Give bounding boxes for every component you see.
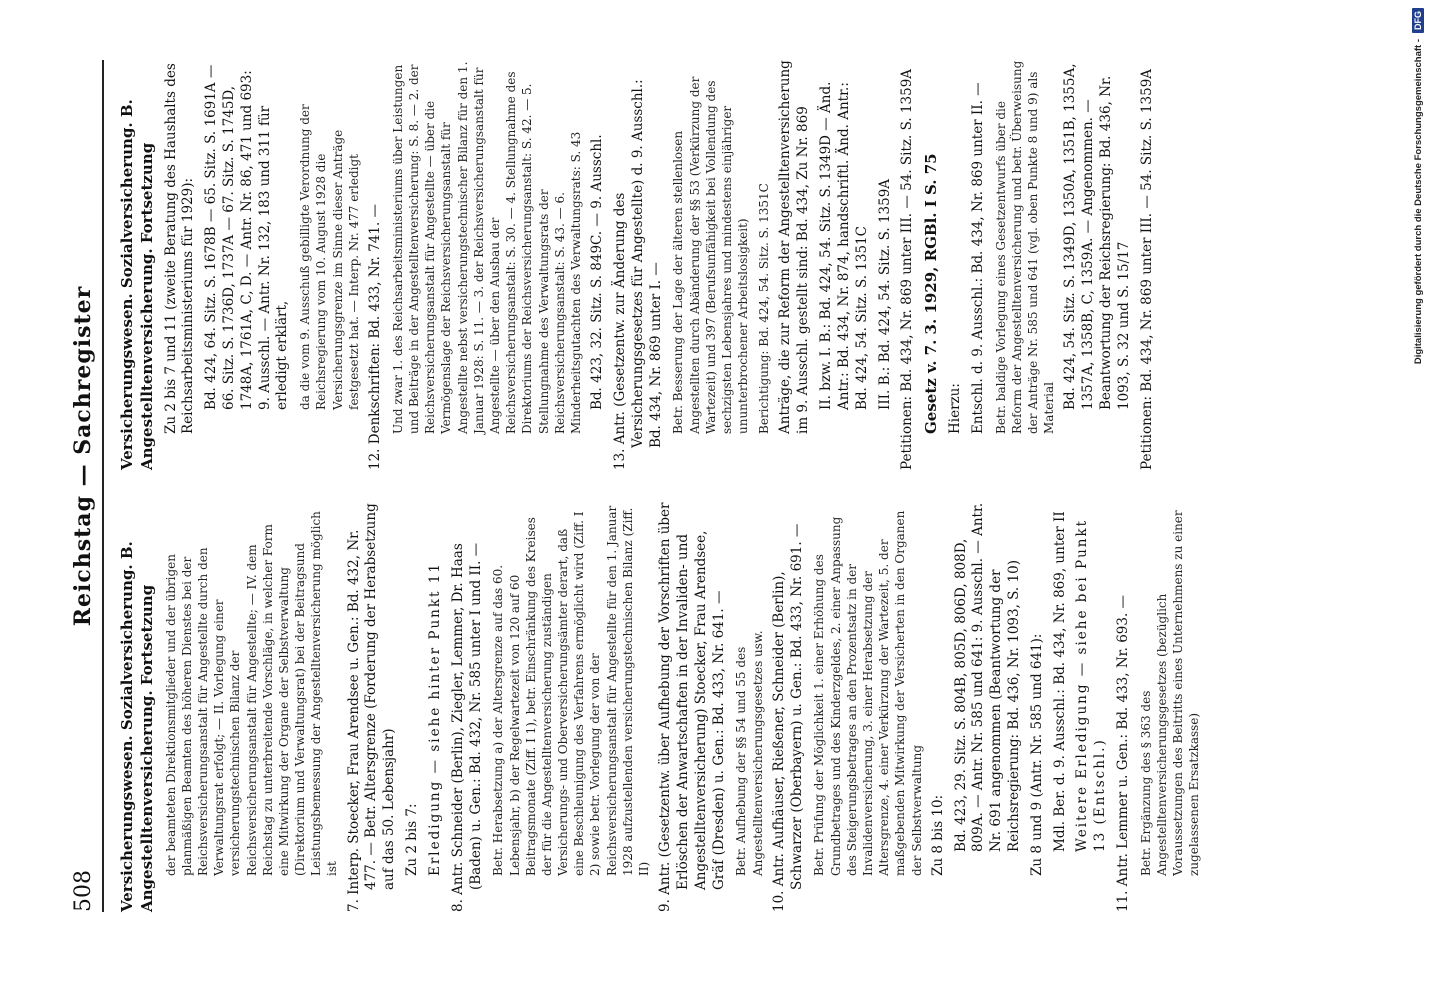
digitization-stamp-area [1404, 0, 1432, 1000]
page-header [70, 60, 104, 912]
item-12-text: Und zwar 1. des Reichsarbeitsministeriums über Leistungen und Beiträge in der Angestelltenversicherung: S. 8. — 2. der Reichsversicherungsanstalt für Angestellte — über die Vermögenslage der Reichsversicherungsanstalt für Angestellte nebst versicherungstechnischer Bilanz für den 1. Januar 1928: S. 11. — 3. der Reichsversicherungsanstalt für Angestellte — über den Ausbau der Reichsversicherungsanstalt: S. 30. — 4. Stellungnahme des Direktoriums der Reichsversicherungsanstalt: S. 42. — 5. Stellungnahme des Verwaltungsrats der Reichsversicherungsanstalt: S. 43. — 6. Minderheitsgutachten des Verwaltungsrats: S. 43 [390, 61, 583, 434]
item-10-subheading-2: Zu 8 und 9 (Antr. Nr. 585 und 641): [1028, 633, 1045, 876]
law-reference: Gesetz v. 7. 3. 1929, RGBl. I S. 75 [922, 153, 941, 434]
left-intro-text: der beamteten Direktionsmitglieder und der übrigen planmäßigen Beamten des höheren Dienstes bei der Reichsversicherungsanstalt für Angestellte durch den Verwaltungsrat erfolgt; — II. Vorlegung einer versicherungstechnischen Bilanz der Reichsversicherungsanstalt für Angestellte; — IV. dem Reichstag zu unterbreitende Vorschläge, in welcher Form eine Mitwirkung der Organe der Selbstverwaltung (Direktorium und Verwaltungsrat) bei der Beitragsund Leistungsbemessung der Angestelltenversicherung möglich ist [163, 511, 340, 876]
entschliessung-title: Entschl. d. 9. Ausschl.: Bd. 434, Nr. 869 unter II. — [969, 82, 986, 434]
right-references-note: da die vom 9. Ausschuß gebilligte Verordnung der Reichsregierung vom 10. August 1928 die Versicherungsgrenze im Sinne dieser Anträge festgesetzt hat. — Interp. Nr. 477 erledigt [298, 104, 361, 410]
left-section-heading: Versicherungswesen. Sozialversicherung. B. Angestelltenversicherung. Fortsetzung [118, 541, 156, 912]
text-columns [118, 60, 1208, 912]
item-13-reference-3: II. bzw. I. B.: Bd. 424, 54. Sitz. S. 1349D — Änd. Antr.: Bd. 434, Nr. 874, handschriftl. Änd. Antr.: Bd. 424, 54. Sitz. S. 1351C [818, 81, 870, 410]
right-column [118, 60, 1208, 470]
right-subheading: Zu 2 bis 7 und 11 (zweite Beratung des Haushalts des Reichsarbeitsministeriums für 1929): [162, 63, 197, 434]
item-8-title: 8. Antr. Schneider (Berlin), Ziegler, Lemmer, Dr. Haas (Baden) u. Gen.: Bd. 432, Nr. 585 unter I und II. — [449, 542, 484, 912]
item-10-reference-3: Weitere Erledigung — siehe bei Punkt 13 (Entschl.) [1074, 518, 1109, 852]
item-13-title: 13. Antr. (Gesetzentw. zur Änderung des Versicherungsgesetzes für Angestellte) d. 9. Ausschl.: Bd. 434, Nr. 869 unter I. — [611, 79, 664, 470]
item-7-subheading: Zu 2 bis 7: [404, 803, 421, 876]
item-10-subheading: Zu 8 bis 10: [929, 794, 946, 876]
item-13-reference-2: Anträge, die zur Reform der Angestelltenversicherung im 9. Ausschl. gestellt sind: Bd. 434, Zu Nr. 869 [777, 60, 812, 434]
item-9-title: 9. Antr. (Gesetzentw. über Aufhebung der Vorschriften über Erlöschen der Anwartschaften in der Invaliden- und Angestelltenversicherung) Stoecker, Frau Arendsee, Gräf (Dresden) u. Gen.: Bd. 433, Nr. 641. — [657, 502, 727, 912]
item-9-text: Betr. Aufhebung der §§ 54 und 55 des Angestelltenversicherungsgesetzes usw. [734, 630, 765, 876]
item-7-reference: Erledigung — siehe hinter Punkt 11 [426, 562, 443, 876]
petitions-2: Petitionen: Bd. 434, Nr. 869 unter III. — 54. Sitz. S. 1359A [1138, 68, 1155, 470]
item-12-title: 12. Denkschriften: Bd. 433, Nr. 741. — [367, 203, 384, 470]
dfg-logo: DFG [1412, 8, 1424, 33]
page-title: Reichstag — Sachregister [70, 285, 96, 627]
item-10-reference-2: Mdl. Ber. d. 9. Ausschl.: Bd. 434, Nr. 869, unter II [1051, 511, 1068, 852]
entschliessung-reference: Bd. 424, 54. Sitz. S. 1349D, 1350A, 1351B, 1355A, 1357A, 1358B, C, 1359A. — Angenommen. — Beantwortung der Reichsregierung: Bd. 436, Nr. 1093, S. 32 und S. 15/17 [1062, 63, 1132, 410]
item-13-text: Betr. Besserung der Lage der älteren stellenlosen Angestellten durch Abänderung der §§ 53 (Verkürzung der Wartezeit) und 397 (Berufsunfähigkeit bei Vollendung des sechzigsten Lebensjahres und mindestens einjähriger ununterbrochener Arbeitslosigkeit) [671, 76, 751, 434]
item-7-title: 7. Interp. Stoecker, Frau Arendsee u. Gen.: Bd. 432, Nr. 477. — Betr. Altersgrenze (Forderung der Herabsetzung auf das 50. Lebensjahr) [345, 503, 398, 912]
page-number: 508 [71, 870, 96, 912]
item-10-reference-1: Bd. 423, 29. Sitz. S. 804B, 805D, 806D, 808D, 809A. — Antr. Nr. 585 und 641: 9. Ausschl. — Antr. Nr. 691 angenommen (Beantwortung der Reichsregierung: Bd. 436, Nr. 1093, S. 10) [952, 502, 1023, 852]
item-10-text: Betr. Prüfung der Möglichkeit 1. einer Erhöhung des Grundbetrages und des Kinderzgeldes, 2. einer Anpassung des Steigerungsbetrages an den Prozentsatz in der Invalidenversicherung, 3. einer Herabsetzung der Altersgrenze, 4. einer Verkürzung der Wartezeit, 5. der maßgebenden Mitwirkung der Versicherten in den Organen der Selbstverwaltung [812, 510, 924, 876]
hierzu-label: Hierzu: [946, 383, 963, 434]
item-8-text: Betr. Herabsetzung a) der Altersgrenze auf das 60. Lebensjahr, b) der Regelwartezeit von 120 auf 60 Beitragsmonate (Ziff. I 1), betr. Einschränkung des Kreises der für die Angestelltenversicherung zuständigen Versicherungs- und Oberversicherungsämter derart, daß eine Beschleunigung des Verfahrens ermöglicht wird (Ziff. I 2) sowie betr. Vorlegung der von der Reichsversicherungsanstalt für Angestellte für den 1. Januar 1928 aufzustellenden versicherungstechnischen Bilanz (Ziff. II) [491, 505, 652, 876]
item-11-title: 11. Antr. Lemmer u. Gen.: Bd. 433, Nr. 693. — [1115, 594, 1132, 912]
left-column [118, 502, 1208, 912]
petitions-1: Petitionen: Bd. 434, Nr. 869 unter III. — 54. Sitz. S. 1359A [899, 68, 916, 470]
digitization-stamp [1404, 0, 1432, 1000]
entschliessung-text: Betr. baldige Vorlegung eines Gesetzentwurfs über die Reform der Angestelltenversicherung und betr. Überweisung der Anträge Nr. 585 und 641 (vgl. oben Punkte 8 und 9) als Material [993, 60, 1057, 434]
item-13-reference-1: Berichtigung: Bd. 424, 54. Sitz. S. 1351C [757, 183, 772, 434]
item-10-title: 10. Antr. Aufhäuser, Rießener, Schneider (Berlin), Schwarzer (Oberbayern) u. Gen.: Bd. 433, Nr. 691. — [770, 523, 805, 912]
digitization-stamp-text: Digitalisierung gefördert durch die Deutsche Forschungsgemeinschaft - [1412, 39, 1424, 365]
item-13-reference-4: III. B.: Bd. 424, 54. Sitz. S. 1359A [876, 178, 893, 410]
right-section-heading: Versicherungswesen. Sozialversicherung. B. Angestelltenversicherung. Fortsetzung [118, 99, 156, 470]
right-references: Bd. 424, 64. Sitz. S. 1678B — 65. Sitz. S. 1691A — 66. Sitz. S. 1736D, 1737A — 67. Sitz. S. 1745D, 1748A, 1761A, C, D. — Antr. Nr. 86, 471 und 693: 9. Ausschl. — Antr. Nr. 132, 183 und 311 für erledigt erklärt, [203, 64, 291, 410]
item-12-reference: Bd. 423, 32. Sitz. S. 849C. — 9. Ausschl. [589, 134, 606, 410]
item-11-text: Betr. Ergänzung des § 363 des Angestelltenversicherungsgesetzes (bezüglich Voraussetzungen des Beitritts eines Unternehmens zu einer zugelassenen Ersatzkasse) [1138, 510, 1202, 876]
